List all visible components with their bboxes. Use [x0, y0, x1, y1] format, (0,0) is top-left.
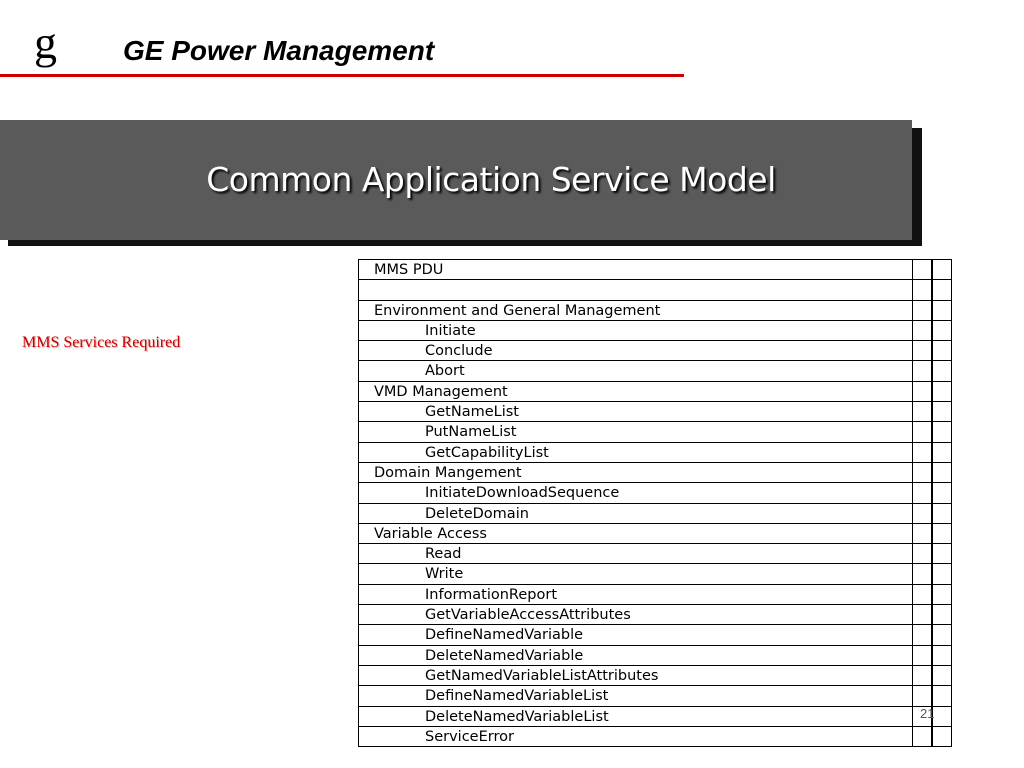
table-row	[359, 666, 952, 686]
service-name: GetCapabilityList	[425, 444, 549, 461]
service-name: Abort	[425, 363, 465, 380]
table-row	[359, 544, 952, 564]
check-cell-b	[933, 321, 952, 340]
check-cell-b	[933, 341, 952, 360]
check-cell-a	[913, 402, 933, 421]
check-cell-b	[933, 605, 952, 624]
check-cell-a	[913, 382, 933, 401]
check-cell-b	[933, 260, 952, 279]
service-group: Variable Access	[374, 525, 487, 542]
service-group: Domain Mangement	[374, 464, 522, 481]
table-row	[359, 686, 952, 706]
ge-logo: g	[34, 17, 57, 68]
table-row	[359, 260, 952, 280]
check-cell-b	[933, 646, 952, 665]
service-cell	[359, 422, 913, 441]
service-name: Read	[425, 546, 462, 563]
side-label: MMS Services Required	[22, 334, 181, 351]
check-cell-b	[933, 361, 952, 380]
service-cell	[359, 524, 913, 543]
mms-services-table	[358, 259, 952, 747]
table-row	[359, 524, 952, 544]
service-cell	[359, 585, 913, 604]
check-cell-b	[933, 301, 952, 320]
check-cell-b	[933, 463, 952, 482]
check-cell-b	[933, 625, 952, 644]
service-name: DeleteNamedVariableList	[425, 708, 609, 725]
check-cell-b	[933, 544, 952, 563]
service-cell	[359, 707, 913, 726]
service-name: DefineNamedVariableList	[425, 688, 609, 705]
table-row	[359, 504, 952, 524]
service-cell	[359, 727, 913, 746]
check-cell-b	[933, 483, 952, 502]
service-name: InitiateDownloadSequence	[425, 485, 620, 502]
service-cell	[359, 646, 913, 665]
service-cell	[359, 625, 913, 644]
service-cell	[359, 483, 913, 502]
check-cell-b	[933, 382, 952, 401]
service-cell	[359, 504, 913, 523]
check-cell-a	[913, 666, 933, 685]
check-cell-a	[913, 625, 933, 644]
table-row	[359, 463, 952, 483]
check-cell-b	[933, 402, 952, 421]
service-group: VMD Management	[374, 383, 508, 400]
check-cell-a	[913, 504, 933, 523]
service-cell	[359, 463, 913, 482]
service-name: GetVariableAccessAttributes	[425, 607, 631, 624]
check-cell-b	[933, 422, 952, 441]
check-cell-a	[913, 564, 933, 583]
slide-title: Common Application Service Model	[206, 160, 776, 199]
table-row	[359, 382, 952, 402]
service-name: DeleteNamedVariable	[425, 647, 584, 664]
check-cell-b	[933, 524, 952, 543]
service-cell	[359, 686, 913, 705]
check-cell-a	[913, 341, 933, 360]
table-row	[359, 341, 952, 361]
table-row	[359, 443, 952, 463]
check-cell-b	[933, 280, 952, 299]
service-group: Environment and General Management	[374, 302, 661, 319]
check-cell-b	[933, 585, 952, 604]
check-cell-a	[913, 585, 933, 604]
service-name: GetNamedVariableListAttributes	[425, 667, 659, 684]
service-name: ServiceError	[425, 728, 514, 745]
page-number: 21	[920, 706, 935, 721]
check-cell-a	[913, 321, 933, 340]
check-cell-b	[933, 686, 952, 705]
check-cell-a	[913, 463, 933, 482]
table-row	[359, 422, 952, 442]
title-banner	[0, 120, 912, 240]
company-name: GE Power Management	[123, 35, 435, 66]
table-row	[359, 361, 952, 381]
service-cell	[359, 260, 913, 279]
check-cell-a	[913, 443, 933, 462]
service-name: GetNameList	[425, 404, 519, 421]
service-cell	[359, 280, 913, 299]
check-cell-a	[913, 686, 933, 705]
table-row	[359, 483, 952, 503]
service-cell	[359, 544, 913, 563]
service-cell	[359, 341, 913, 360]
service-cell	[359, 564, 913, 583]
check-cell-a	[913, 727, 933, 746]
table-row	[359, 605, 952, 625]
service-cell	[359, 666, 913, 685]
service-cell	[359, 605, 913, 624]
check-cell-a	[913, 260, 933, 279]
service-cell	[359, 382, 913, 401]
table-row	[359, 402, 952, 422]
service-name: InformationReport	[425, 586, 558, 603]
service-name: PutNameList	[425, 424, 517, 441]
check-cell-a	[913, 544, 933, 563]
service-cell	[359, 361, 913, 380]
check-cell-a	[913, 422, 933, 441]
service-name: Conclude	[425, 343, 493, 360]
table-row	[359, 585, 952, 605]
check-cell-a	[913, 646, 933, 665]
check-cell-a	[913, 483, 933, 502]
table-row	[359, 321, 952, 341]
table-row	[359, 301, 952, 321]
service-name: DefineNamedVariable	[425, 627, 584, 644]
service-cell	[359, 301, 913, 320]
table-row	[359, 646, 952, 666]
service-group: MMS PDU	[374, 262, 444, 278]
check-cell-b	[933, 707, 952, 726]
service-name: Initiate	[425, 322, 476, 339]
header-divider	[0, 74, 684, 77]
check-cell-b	[933, 666, 952, 685]
table-row	[359, 707, 952, 727]
check-cell-a	[913, 361, 933, 380]
check-cell-b	[933, 564, 952, 583]
check-cell-a	[913, 524, 933, 543]
check-cell-a	[913, 301, 933, 320]
table-row	[359, 280, 952, 300]
table-row	[359, 564, 952, 584]
check-cell-a	[913, 605, 933, 624]
table-row	[359, 727, 952, 747]
check-cell-b	[933, 727, 952, 746]
check-cell-a	[913, 280, 933, 299]
check-cell-b	[933, 443, 952, 462]
service-cell	[359, 443, 913, 462]
service-name: DeleteDomain	[425, 505, 529, 522]
service-cell	[359, 402, 913, 421]
check-cell-b	[933, 504, 952, 523]
table-row	[359, 625, 952, 645]
service-name: Write	[425, 566, 464, 583]
service-cell	[359, 321, 913, 340]
